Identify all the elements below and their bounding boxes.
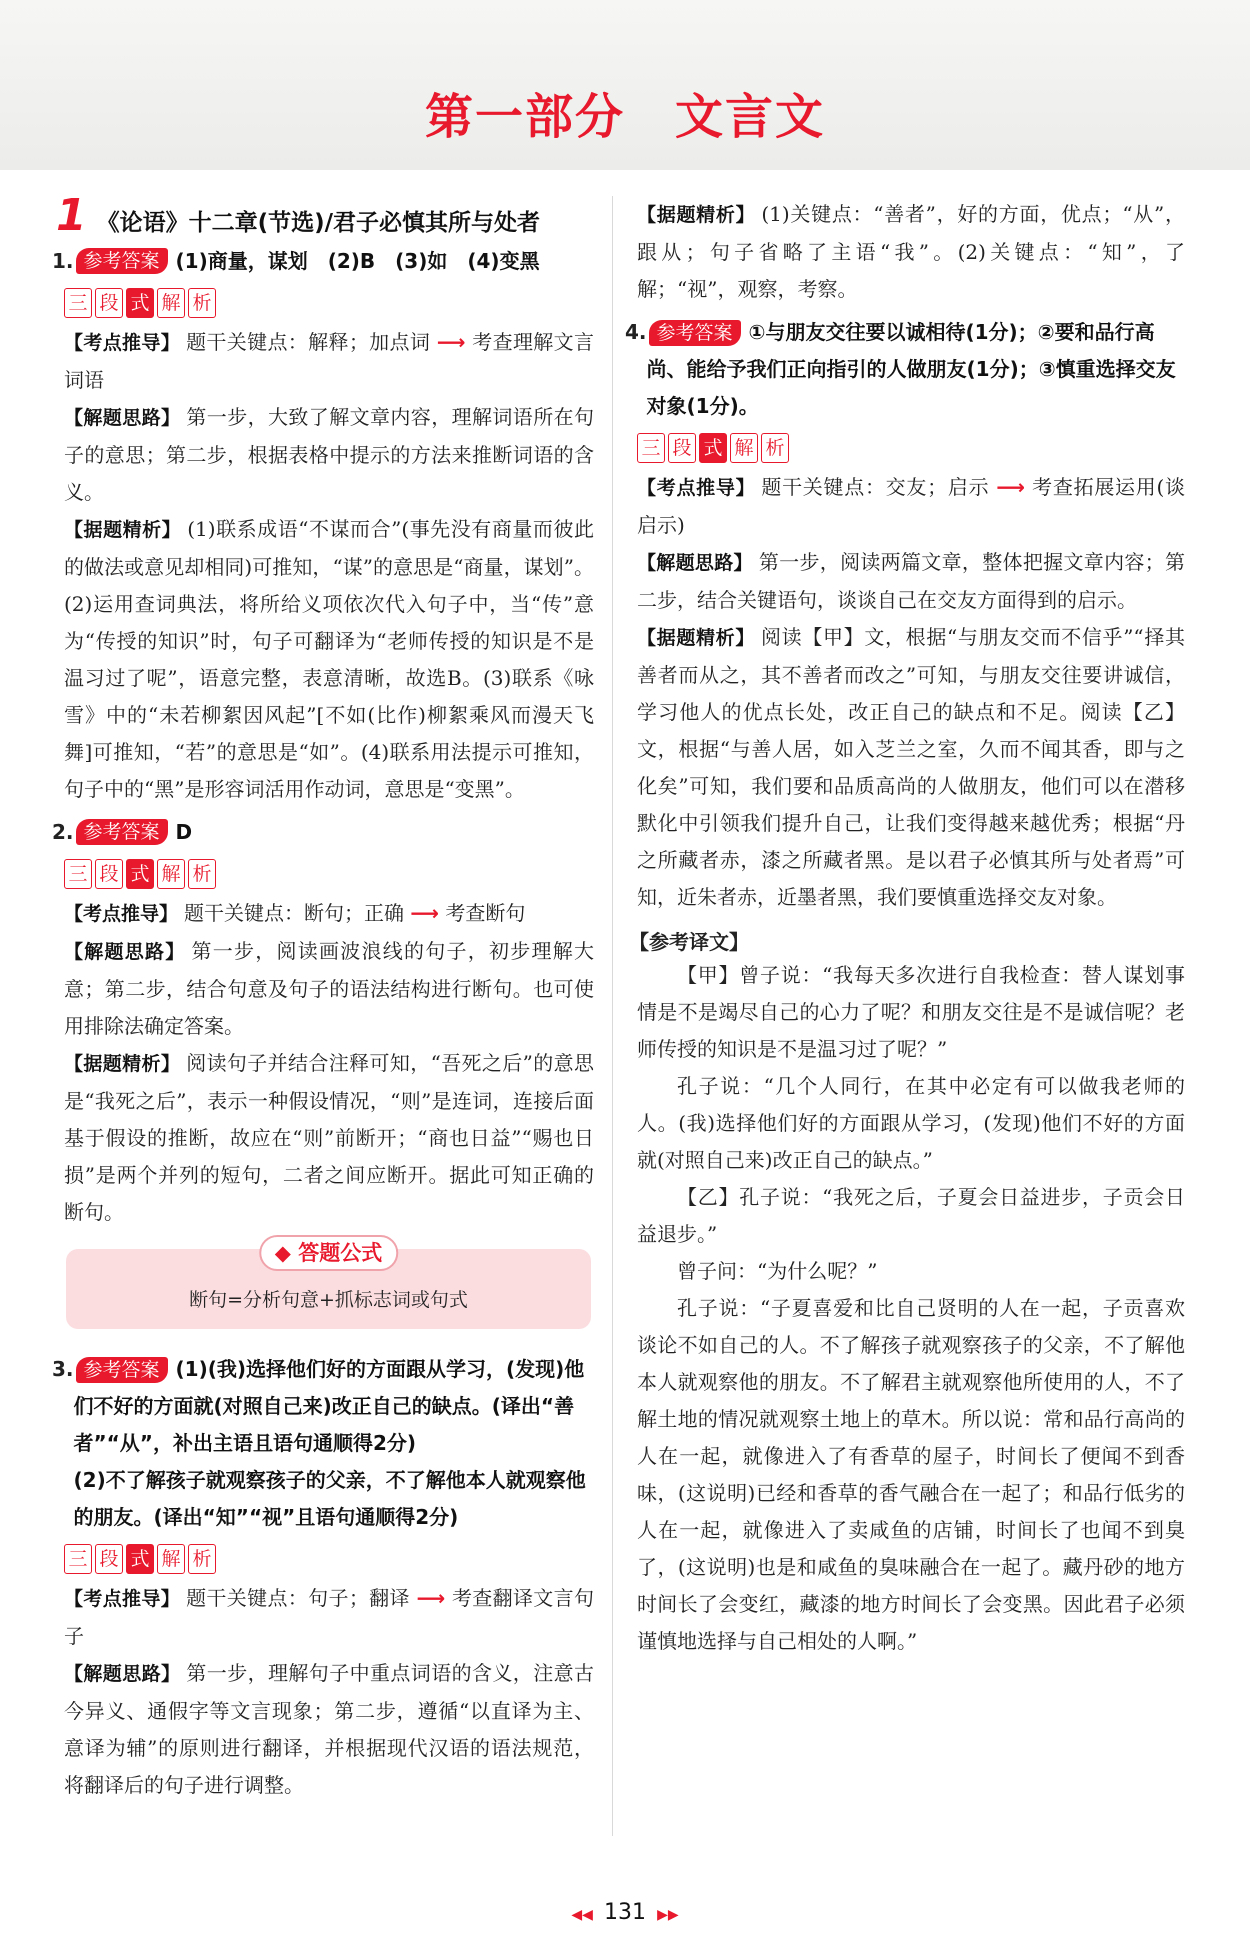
page-number: 131 bbox=[604, 1900, 646, 1925]
kaodian-paragraph bbox=[637, 469, 1185, 544]
jingxi-text: 阅读句子并结合注释可知，“吾死之后”的意思是“我死之后”，表示一种假设情况，“则”是连词，连接后面基于假设的推断，故应在“则”前断开；“商也日益”“赐也日损”是两个并列的短句，二者之间应断开。据此可知正确的断句。 bbox=[64, 1051, 594, 1224]
answer-formula-box bbox=[66, 1241, 591, 1329]
formula-title: ◆ 答题公式 bbox=[259, 1235, 398, 1271]
answer-badge: 参考答案 bbox=[76, 248, 168, 274]
next-arrows-icon: ▶▶ bbox=[657, 1907, 679, 1923]
step-char: 段 bbox=[668, 433, 696, 463]
step-char: 三 bbox=[64, 859, 92, 889]
three-step-analysis-tag bbox=[64, 288, 594, 318]
jingxi-paragraph bbox=[637, 619, 1185, 916]
jingxi-text: (1)关键点：“善者”，好的方面，优点；“从”，跟从；句子省略了主语“我”。(2)关键点：“知”，了解；“视”，观察，考察。 bbox=[637, 202, 1185, 301]
answer-text: (2)不了解孩子就观察孩子的父亲，不了解他本人就观察他的朋友。(译出“知”“视”且语句通顺得2分) bbox=[73, 1468, 586, 1529]
kaodian-point: 题干关键点：交友；启示 bbox=[761, 475, 990, 499]
translation-paragraph: 【乙】孔子说：“我死之后，子夏会日益进步，子贡会日益退步。” bbox=[637, 1185, 1185, 1246]
jingxi-paragraph bbox=[637, 196, 1185, 308]
jingxi-paragraph bbox=[64, 511, 594, 808]
step-char: 三 bbox=[64, 1544, 92, 1574]
step-char: 三 bbox=[64, 288, 92, 318]
kaodian-paragraph bbox=[64, 895, 594, 933]
kaodian-result: 考查翻译文言句子 bbox=[64, 1586, 594, 1648]
silu-label: 【解题思路】 bbox=[64, 1663, 181, 1685]
jingxi-paragraph bbox=[64, 1045, 594, 1231]
arrow-icon: ⟶ bbox=[996, 475, 1026, 499]
three-step-analysis-tag bbox=[64, 1544, 594, 1574]
arrow-icon: ⟶ bbox=[436, 330, 466, 354]
translation-paragraph: 【甲】曾子说：“我每天多次进行自我检查：替人谋划事情是不是竭尽自己的心力了呢？和朋友交往是不是诚信呢？老师传授的知识是不是温习过了呢？” bbox=[637, 963, 1185, 1061]
kaodian-point: 题干关键点：解释；加点词 bbox=[186, 330, 431, 354]
step-char: 析 bbox=[188, 859, 216, 889]
kaodian-paragraph bbox=[64, 1580, 594, 1655]
question-4-answer bbox=[625, 314, 1185, 425]
answer-text: (1)商量，谋划 (2)B (3)如 (4)变黑 bbox=[175, 249, 540, 273]
arrow-icon: ⟶ bbox=[410, 901, 440, 925]
step-char: 式 bbox=[126, 1544, 154, 1574]
step-char: 析 bbox=[188, 1544, 216, 1574]
step-char: 解 bbox=[157, 859, 185, 889]
section-heading bbox=[56, 190, 594, 241]
question-3-answer bbox=[52, 1351, 594, 1536]
silu-paragraph bbox=[64, 399, 594, 511]
step-char: 式 bbox=[126, 288, 154, 318]
kaodian-label: 【考点推导】 bbox=[64, 903, 179, 925]
answer-text: D bbox=[175, 820, 193, 844]
column-divider bbox=[612, 196, 613, 1836]
question-number: 4. bbox=[625, 320, 647, 344]
question-number: 2. bbox=[52, 820, 74, 844]
translation-paragraph: 孔子说：“子夏喜爱和比自己贤明的人在一起，子贡喜欢谈论不如自己的人。不了解孩子就观察孩子的父亲，不了解他本人就观察他的朋友。不了解君主就观察他所使用的人，不了解土地的情况就观察土地上的草木。所以说：常和品行高尚的人在一起，就像进入了有香草的屋子，时间长了便闻不到香味，(这说明)已经和香草的香气融合在一起了；和品行低劣的人在一起，就像进入了卖咸鱼的店铺，时间长了也闻不到臭了，(这说明)也是和咸鱼的臭味融合在一起了。藏丹砂的地方时间长了会变红，藏漆的地方时间长了会变黑。因此君子必须谨慎地选择与自己相处的人啊。” bbox=[637, 1296, 1185, 1653]
step-char: 解 bbox=[157, 1544, 185, 1574]
silu-text: 第一步，阅读画波浪线的句子，初步理解大意；第二步，结合句意及句子的语法结构进行断句。也可使用排除法确定答案。 bbox=[64, 939, 594, 1038]
prev-arrows-icon: ◀◀ bbox=[571, 1907, 593, 1923]
part-title: 第一部分 文言文 bbox=[424, 89, 825, 145]
silu-text: 第一步，理解句子中重点词语的含义，注意古今异义、通假字等文言现象；第二步，遵循“以直译为主、意译为辅”的原则进行翻译，并根据现代汉语的语法规范，将翻译后的句子进行调整。 bbox=[64, 1661, 594, 1797]
kaodian-result: 考查断句 bbox=[445, 901, 526, 925]
arrow-icon: ⟶ bbox=[416, 1586, 446, 1610]
step-char: 段 bbox=[95, 859, 123, 889]
kaodian-point: 题干关键点：断句；正确 bbox=[184, 901, 405, 925]
kaodian-result: 考查拓展运用(谈启示) bbox=[637, 475, 1186, 537]
silu-text: 第一步，阅读两篇文章，整体把握文章内容；第二步，结合关键语句，谈谈自己在交友方面得到的启示。 bbox=[637, 550, 1185, 612]
answer-badge: 参考答案 bbox=[76, 819, 168, 845]
silu-text: 第一步，大致了解文章内容，理解词语所在句子的意思；第二步，根据表格中提示的方法来推断词语的含义。 bbox=[64, 405, 594, 504]
kaodian-label: 【考点推导】 bbox=[64, 332, 181, 354]
question-number: 3. bbox=[52, 1357, 74, 1381]
section-number: 1 bbox=[56, 190, 87, 241]
right-column bbox=[625, 196, 1186, 1660]
jingxi-text: (1)联系成语“不谋而合”(事先没有商量而彼此的做法或意见却相同)可推知，“谋”的意思是“商量，谋划”。(2)运用查词典法，将所给义项依次代入句子中，当“传”意为“传授的知识”时，句子可翻译为“老师传授的知识是不是温习过了呢”，语意完整，表意清晰，故选B。(3)联系《咏雪》中的“未若柳絮因风起”[不如(比作)柳絮乘风而漫天飞舞]可推知，“若”的意思是“如”。(4)联系用法提示可推知，句子中的“黑”是形容词活用作动词，意思是“变黑”。 bbox=[64, 517, 594, 801]
silu-label: 【解题思路】 bbox=[64, 941, 186, 963]
jingxi-label: 【据题精析】 bbox=[64, 1053, 181, 1075]
silu-label: 【解题思路】 bbox=[637, 552, 753, 574]
kaodian-label: 【考点推导】 bbox=[637, 477, 756, 499]
step-char: 析 bbox=[188, 288, 216, 318]
silu-label: 【解题思路】 bbox=[64, 407, 181, 429]
kaodian-label: 【考点推导】 bbox=[64, 1588, 181, 1610]
silu-paragraph bbox=[64, 933, 594, 1045]
answer-badge: 参考答案 bbox=[76, 1357, 168, 1383]
translation-paragraph: 曾子问：“为什么呢？” bbox=[677, 1259, 878, 1283]
jingxi-text: 阅读【甲】文，根据“与朋友交而不信乎”“择其善者而从之，其不善者而改之”可知，与朋友交往要讲诚信，学习他人的优点长处，改正自己的缺点和不足。阅读【乙】文，根据“与善人居，如入芝兰之室，久而不闻其香，即与之化矣”可知，我们要和品质高尚的人做朋友，他们可以在潜移默化中引领我们提升自己，让我们变得越来越优秀；根据“丹之所藏者赤，漆之所藏者黑。是以君子必慎其所与处者焉”可知，近朱者赤，近墨者黑，我们要慎重选择交友对象。 bbox=[637, 625, 1185, 909]
silu-paragraph bbox=[637, 544, 1185, 619]
answer-text: (1)(我)选择他们好的方面跟从学习，(发现)他们不好的方面就(对照自己来)改正自己的缺点。(译出“善者”“从”，补出主语且语句通顺得2分) bbox=[73, 1357, 585, 1455]
step-char: 解 bbox=[730, 433, 758, 463]
reference-translation-heading: 【参考译文】 bbox=[629, 930, 749, 954]
formula-text: 断句=分析句意+抓标志词或句式 bbox=[189, 1289, 468, 1311]
question-number: 1. bbox=[52, 249, 74, 273]
jingxi-label: 【据题精析】 bbox=[637, 627, 755, 649]
step-char: 三 bbox=[637, 433, 665, 463]
kaodian-point: 题干关键点：句子；翻译 bbox=[186, 1586, 410, 1610]
answer-badge: 参考答案 bbox=[649, 320, 741, 346]
step-char: 段 bbox=[95, 288, 123, 318]
step-char: 式 bbox=[699, 433, 727, 463]
question-1-answer bbox=[52, 243, 594, 280]
step-char: 析 bbox=[761, 433, 789, 463]
three-step-analysis-tag bbox=[637, 433, 1185, 463]
left-column bbox=[52, 190, 594, 1804]
jingxi-label: 【据题精析】 bbox=[64, 519, 182, 541]
page-footer bbox=[0, 1900, 1250, 1925]
jingxi-label: 【据题精析】 bbox=[637, 204, 756, 226]
step-char: 解 bbox=[157, 288, 185, 318]
answer-text: ①与朋友交往要以诚相待(1分)；②要和品行高尚、能给予我们正向指引的人做朋友(1分)；③慎重选择交友对象(1分)。 bbox=[646, 320, 1176, 418]
kaodian-paragraph bbox=[64, 324, 594, 399]
step-char: 段 bbox=[95, 1544, 123, 1574]
silu-paragraph bbox=[64, 1655, 594, 1804]
kaodian-result: 考查理解文言词语 bbox=[64, 330, 594, 392]
question-2-answer bbox=[52, 814, 594, 851]
section-title: 《论语》十二章(节选)/君子必慎其所与处者 bbox=[96, 210, 541, 236]
three-step-analysis-tag bbox=[64, 859, 594, 889]
step-char: 式 bbox=[126, 859, 154, 889]
translation-paragraph: 孔子说：“几个人同行，在其中必定有可以做我老师的人。(我)选择他们好的方面跟从学习，(发现)他们不好的方面就(对照自己来)改正自己的缺点。” bbox=[637, 1074, 1185, 1172]
